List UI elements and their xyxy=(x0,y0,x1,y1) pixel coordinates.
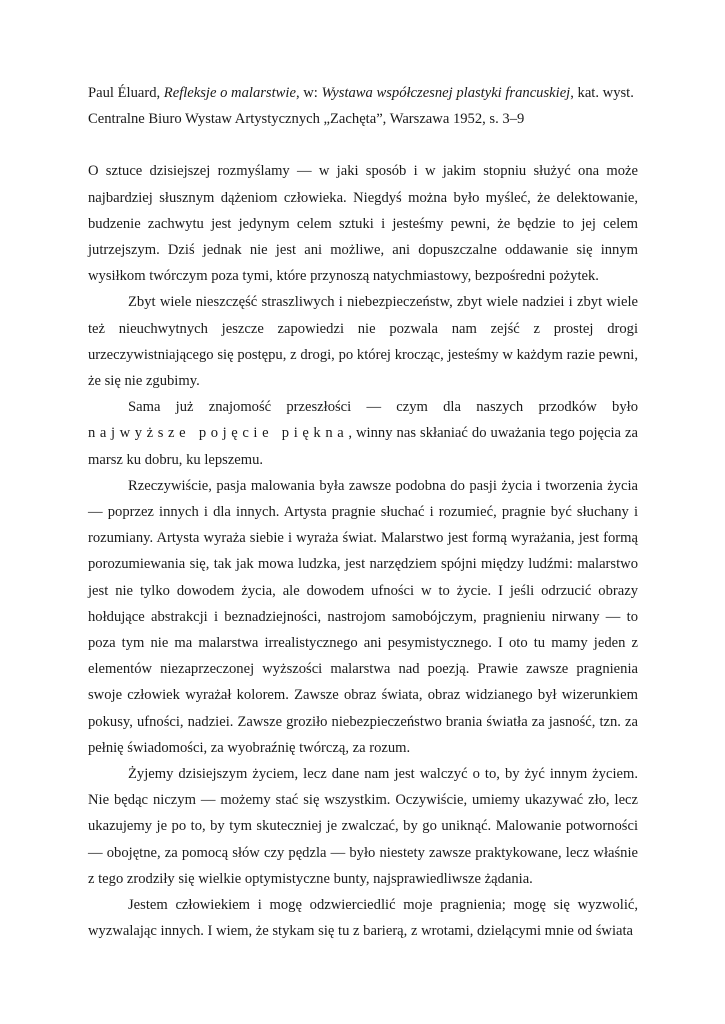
paragraph-2: Zbyt wiele nieszczęść straszliwych i niebezpieczeństw, zbyt wiele nadziei i zbyt wiele też nieuchwytnych jeszcze zapowiedzi nie pozwala nam zejść z prostej drogi urzeczywistniającego się postępu, z drogi, po której krocząc, jesteśmy w każdym razie pewni, że się nie zgubimy. xyxy=(88,294,638,390)
paragraph-5: Żyjemy dzisiejszym życiem, lecz dane nam jest walczyć o to, by żyć innym życiem. Nie będąc niczym — możemy stać się wszystkim. Oczywiście, umiemy ukazywać zło, lecz ukazujemy je po to, by tym skuteczniej je zwalczać, by go uniknąć. Malowanie potworności — obojętne, za pomocą słów czy pędzla — było niestety zawsze praktykowane, lecz właśnie z tego zrodziły się wielkie optymistyczne bunty, najsprawiedliwsze żądania. xyxy=(88,766,638,887)
paragraph-3-emphasis: najwyższe pojęcie piękna xyxy=(88,425,349,442)
paragraph-6: Jestem człowiekiem i mogę odzwierciedlić moje pragnienia; mogę się wyzwolić, wyzwalając innych. I wiem, że stykam się tu z barierą, z wrotami, dzielącymi mnie od świata xyxy=(88,897,638,940)
paragraph-4: Rzeczywiście, pasja malowania była zawsze podobna do pasji życia i tworzenia życia — poprzez innych i dla innych. Artysta pragnie słuchać i rozumieć, pragnie być słuchany i rozumiany. Artysta wyraża siebie i wyraża świat. Malarstwo jest formą wyrażania, jest formą porozumiewania się, tak jak mowa ludzka, jest narzędziem spójni między ludźmi: malarstwo jest nie tylko dowodem życia, ale dowodem ufności w to życie. I jeśli odrzucić obrazy hołdujące abstrakcji i beznadziejności, nastrojom samobójczym, pragnieniu nirwany — to poza tym nie ma malarstwa irrealistycznego ani pesymistycznego. I oto tu mamy jeden z elementów niezaprzeczonej wyższości malarstwa nad poezją. Prawie zawsze pragnienia swoje człowiek wyrażał kolorem. Zawsze obraz świata, obraz widzianego był wizerunkiem pokusy, ufności, nadziei. Zawsze groziło niebezpieczeństwo brania światła za jasność, tzn. za pełnię świadomości, za wyobraźnię twórczą, za rozum. xyxy=(88,477,638,756)
citation-title: Refleksje o malarstwie xyxy=(163,85,296,101)
citation-collection: Wystawa współczesnej plastyki francuskiej xyxy=(321,85,571,101)
bibliographic-citation xyxy=(88,80,638,132)
paragraph-1: O sztuce dzisiejszej rozmyślamy — w jaki sposób i w jakim stopniu służyć ona może najbardziej słusznym dążeniom człowieka. Niegdyś można było myśleć, że delektowanie, budzenie zachwytu jest jedynym celem sztuki i jesteśmy pewni, że będzie to jej celem jutrzejszym. Dziś jednak nie jest ani możliwe, ani dopuszczalne oddawanie się innym wysiłkom twórczym poza tymi, które przynoszą natychmiastowy, bezpośredni pożytek. xyxy=(88,163,638,285)
paragraph-3-after: , winny nas skłaniać do uważania tego pojęcia za marsz ku dobru, ku lepszemu. xyxy=(88,425,638,468)
citation-separator: , w: xyxy=(295,85,322,101)
paragraph-3 xyxy=(88,394,638,473)
document-page xyxy=(88,80,638,945)
citation-details: , kat. wyst. Centralne Biuro Wystaw Artystycznych „Zachęta”, Warszawa 1952, s. 3–9 xyxy=(88,85,634,128)
paragraph-3-before: Sama już znajomość przeszłości — czym dla naszych przodków było xyxy=(128,399,638,416)
citation-author: Paul Éluard, xyxy=(88,85,164,101)
